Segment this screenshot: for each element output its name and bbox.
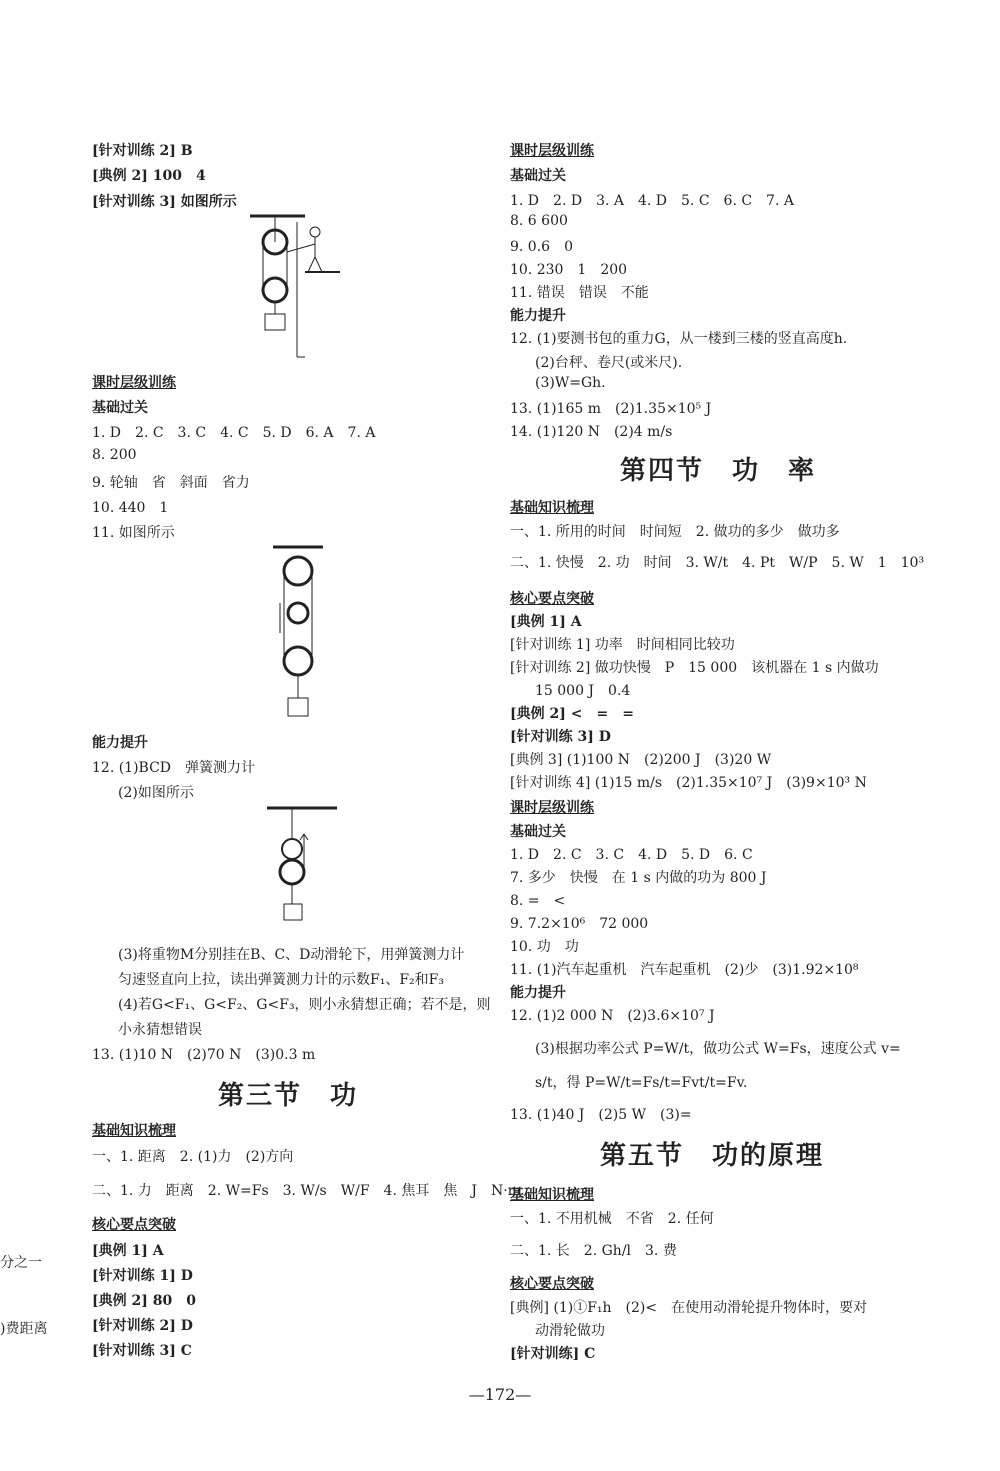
left-l2: [典例 2] 100 4 xyxy=(92,168,206,184)
left-h1: 课时层级训练 xyxy=(92,375,176,391)
right-r9: 13. (1)165 m (2)1.35×10⁵ J xyxy=(510,401,712,417)
left-b2: 二、1. 力 距离 2. W=Fs 3. W/s W/F 4. 焦耳 焦 J N·m xyxy=(92,1183,521,1199)
left-a11: 小永猜想错误 xyxy=(118,1022,202,1038)
right-u3: [典例] (1)①F₁h (2)< 在使用动滑轮提升物体时，要对 xyxy=(510,1300,868,1316)
section-5-title: 第五节 功的原理 xyxy=(600,1141,825,1171)
left-c1: [典例 1] A xyxy=(92,1243,164,1259)
left-l3: [针对训练 3] 如图所示 xyxy=(92,194,237,210)
right-t7: 12. (1)2 000 N (2)3.6×10⁷ J xyxy=(510,1008,715,1024)
right-r4: 10. 230 1 200 xyxy=(510,262,628,278)
right-k6: [针对训练 3] D xyxy=(510,729,611,745)
left-b1: 一、1. 距离 2. (1)力 (2)方向 xyxy=(92,1149,294,1165)
left-a5: 11. 如图所示 xyxy=(92,525,175,541)
left-h5: 核心要点突破 xyxy=(92,1217,176,1233)
left-a4: 10. 440 1 xyxy=(92,500,169,516)
right-t4: 9. 7.2×10⁶ 72 000 xyxy=(510,916,649,932)
right-h3: 能力提升 xyxy=(510,308,566,324)
right-h7: 基础过关 xyxy=(510,824,566,840)
left-a8: (3)将重物M分别挂在B、C、D动滑轮下，用弹簧测力计 xyxy=(118,947,465,963)
left-a10: (4)若G<F₁、G<F₂、G<F₃，则小永猜想正确；若不是，则 xyxy=(118,997,491,1013)
right-r5: 11. 错误 错误 不能 xyxy=(510,285,649,301)
right-u1: 一、1. 不用机械 不省 2. 任何 xyxy=(510,1211,714,1227)
margin-m1: 分之一 xyxy=(0,1255,42,1271)
left-h4: 基础知识梳理 xyxy=(92,1123,176,1139)
right-k1: [典例 1] A xyxy=(510,614,582,630)
right-h9: 基础知识梳理 xyxy=(510,1187,594,1203)
right-u2: 二、1. 长 2. Gh/l 3. 费 xyxy=(510,1243,677,1259)
right-h5: 核心要点突破 xyxy=(510,591,594,607)
right-t2: 7. 多少 快慢 在 1 s 内做的功为 800 J xyxy=(510,870,767,886)
right-t9: s/t，得 P=W/t=Fs/t=Fvt/t=Fv. xyxy=(535,1075,748,1091)
right-t3: 8. = < xyxy=(510,893,566,909)
right-k7: [典例 3] (1)100 N (2)200 J (3)20 W xyxy=(510,752,772,768)
right-h10: 核心要点突破 xyxy=(510,1276,594,1292)
right-h1: 课时层级训练 xyxy=(510,143,594,159)
right-u4: 动滑轮做功 xyxy=(535,1323,605,1339)
right-r6: 12. (1)要测书包的重力G，从一楼到三楼的竖直高度h. xyxy=(510,331,848,347)
left-c2: [针对训练 1] D xyxy=(92,1268,193,1284)
right-r1: 1. D 2. D 3. A 4. D 5. C 6. C 7. A xyxy=(510,193,794,209)
page-number: —172— xyxy=(468,1385,532,1404)
left-c3: [典例 2] 80 0 xyxy=(92,1293,196,1309)
margin-m2: )费距离 xyxy=(0,1321,48,1337)
right-h2: 基础过关 xyxy=(510,168,566,184)
right-k3: [针对训练 2] 做功快慢 P 15 000 该机器在 1 s 内做功 xyxy=(510,660,879,676)
pulley-figure-1 xyxy=(245,212,345,362)
right-t6: 11. (1)汽车起重机 汽车起重机 (2)少 (3)1.92×10⁸ xyxy=(510,962,859,978)
left-h2: 基础过关 xyxy=(92,400,148,416)
right-r10: 14. (1)120 N (2)4 m/s xyxy=(510,424,673,440)
right-t8: (3)根据功率公式 P=W/t，做功公式 W=Fs，速度公式 v= xyxy=(535,1041,901,1057)
right-s2: 二、1. 快慢 2. 功 时间 3. W/t 4. Pt W/P 5. W 1 10³ xyxy=(510,555,925,571)
pulley-figure-2 xyxy=(268,543,328,723)
right-s1: 一、1. 所用的时间 时间短 2. 做功的多少 做功多 xyxy=(510,524,840,540)
left-h3: 能力提升 xyxy=(92,735,148,751)
right-h4: 基础知识梳理 xyxy=(510,500,594,516)
right-t10: 13. (1)40 J (2)5 W (3)= xyxy=(510,1107,692,1123)
section-4-title: 第四节 功 率 xyxy=(620,456,817,486)
left-a2: 8. 200 xyxy=(92,447,137,463)
right-t1: 1. D 2. C 3. C 4. D 5. D 6. C xyxy=(510,847,753,863)
right-k2: [针对训练 1] 功率 时间相同比较功 xyxy=(510,637,735,653)
right-k8: [针对训练 4] (1)15 m/s (2)1.35×10⁷ J (3)9×10³ N xyxy=(510,775,867,791)
left-a3: 9. 轮轴 省 斜面 省力 xyxy=(92,475,250,491)
left-a7: (2)如图所示 xyxy=(118,785,194,801)
right-h8: 能力提升 xyxy=(510,985,566,1001)
right-t5: 10. 功 功 xyxy=(510,939,579,955)
right-r2: 8. 6 600 xyxy=(510,213,568,229)
right-k5: [典例 2] < = = xyxy=(510,706,634,722)
right-h6: 课时层级训练 xyxy=(510,800,594,816)
left-a12: 13. (1)10 N (2)70 N (3)0.3 m xyxy=(92,1047,316,1063)
left-a6: 12. (1)BCD 弹簧测力计 xyxy=(92,760,256,776)
pulley-figure-3 xyxy=(262,804,342,934)
right-u5: [针对训练] C xyxy=(510,1346,596,1362)
right-k4: 15 000 J 0.4 xyxy=(535,683,631,699)
right-r7: (2)台秤、卷尺(或米尺). xyxy=(535,355,683,371)
left-l1: [针对训练 2] B xyxy=(92,143,193,159)
right-r3: 9. 0.6 0 xyxy=(510,239,573,255)
left-c5: [针对训练 3] C xyxy=(92,1343,192,1359)
section-3-title: 第三节 功 xyxy=(218,1081,359,1111)
left-a1: 1. D 2. C 3. C 4. C 5. D 6. A 7. A xyxy=(92,425,376,441)
right-r8: (3)W=Gh. xyxy=(535,375,606,391)
left-a9: 匀速竖直向上拉，读出弹簧测力计的示数F₁、F₂和F₃ xyxy=(118,972,444,988)
left-c4: [针对训练 2] D xyxy=(92,1318,193,1334)
